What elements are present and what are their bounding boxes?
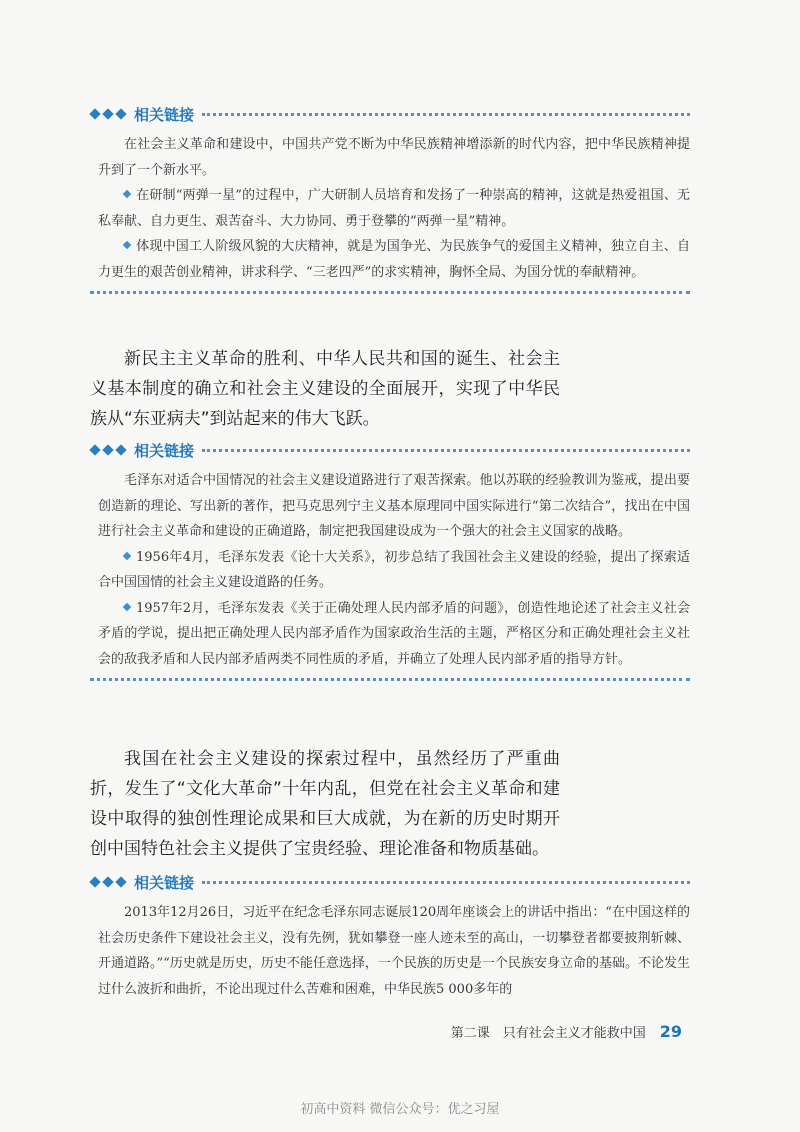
bullet-icon (123, 602, 131, 610)
related-link-box-1 (90, 102, 690, 294)
link-header (90, 102, 690, 126)
page-number: 29 (659, 1022, 682, 1041)
page-footer (451, 1022, 682, 1041)
link-bullet: 1956年4月，毛泽东发表《论十大关系》，初步总结了我国社会主义建设的经验，提出了探索适合中国国情的社会主义建设道路的任务。 (98, 549, 690, 590)
main-paragraph-1: 新民主主义革命的胜利、中华人民共和国的诞生、社会主义基本制度的确立和社会主义建设的全面展开，实现了中华民族从“东亚病夫”到站起来的伟大飞跃。 (90, 349, 560, 429)
dotted-divider (202, 449, 690, 452)
lesson-title: 第二课 只有社会主义才能救中国 (450, 1026, 646, 1041)
link-intro: 在社会主义革命和建设中，中国共产党不断为中华民族精神增添新的时代内容，把中华民族精神提升到了一个新水平。 (98, 137, 690, 178)
link-bullet: 在研制“两弹一星”的过程中，广大研制人员培育和发扬了一种崇高的精神，这就是热爱祖国、无私奉献、自力更生、艰苦奋斗、大力协同、勇于登攀的“两弹一星”精神。 (98, 188, 690, 229)
link-header (90, 870, 690, 894)
bullet-icon (123, 551, 131, 559)
diamond-icon (90, 878, 126, 886)
related-link-box-3 (90, 870, 690, 1002)
bullet-icon (123, 190, 131, 198)
diamond-icon (90, 110, 126, 118)
link-header (90, 438, 690, 462)
bullet-icon (123, 241, 131, 249)
link-bullet: 体现中国工人阶级风貌的大庆精神，就是为国争光、为民族争气的爱国主义精神，独立自主、自力更生的艰苦创业精神，讲求科学、“三老四严”的求实精神，胸怀全局、为国分忧的奉献精神。 (98, 239, 690, 280)
link-title: 相关链接 (134, 105, 195, 124)
diamond-icon (90, 446, 126, 454)
related-link-box-2 (90, 438, 690, 681)
link-bullet: 1957年2月，毛泽东发表《关于正确处理人民内部矛盾的问题》，创造性地论述了社会主义社会矛盾的学说，提出把正确处理人民内部矛盾作为国家政治生活的主题，严格区分和正确处理社会主义社会的敌我矛盾和人民内部矛盾两类不同性质的矛盾，并确立了处理人民内部矛盾的指导方针。 (98, 600, 690, 667)
dotted-divider (202, 881, 690, 884)
link-title: 相关链接 (134, 873, 195, 892)
main-paragraph-2: 我国在社会主义建设的探索过程中，虽然经历了严重曲折，发生了“文化大革命”十年内乱，但党在社会主义革命和建设中取得的独创性理论成果和巨大成就，为在新的历史时期开创中国特色社会主义提供了宝贵经验、理论准备和物质基础。 (90, 749, 560, 859)
dotted-divider (90, 678, 690, 681)
watermark: 初高中资料 微信公众号：优之习屋 (300, 1102, 500, 1117)
dotted-divider (202, 113, 690, 116)
link-title: 相关链接 (134, 441, 195, 460)
link-intro: 2013年12月26日，习近平在纪念毛泽东同志诞辰120周年座谈会上的讲话中指出：“在中国这样的社会历史条件下建设社会主义，没有先例，犹如攀登一座人迹未至的高山，一切攀登者都要披荆斩棘、开通道路。”“历史就是历史，历史不能任意选择，一个民族的历史是一个民族安身立命的基础。不论发生过什么波折和曲折，不论出现过什么苦难和困难，中华民族5 000多年的 (98, 905, 690, 997)
link-intro: 毛泽东对适合中国情况的社会主义建设道路进行了艰苦探索。他以苏联的经验教训为鉴戒，提出要创造新的理论、写出新的著作，把马克思列宁主义基本原理同中国实际进行“第二次结合”，找出在中国进行社会主义革命和建设的正确道路，制定把我国建设成为一个强大的社会主义国家的战略。 (98, 473, 690, 539)
dotted-divider (90, 291, 690, 294)
